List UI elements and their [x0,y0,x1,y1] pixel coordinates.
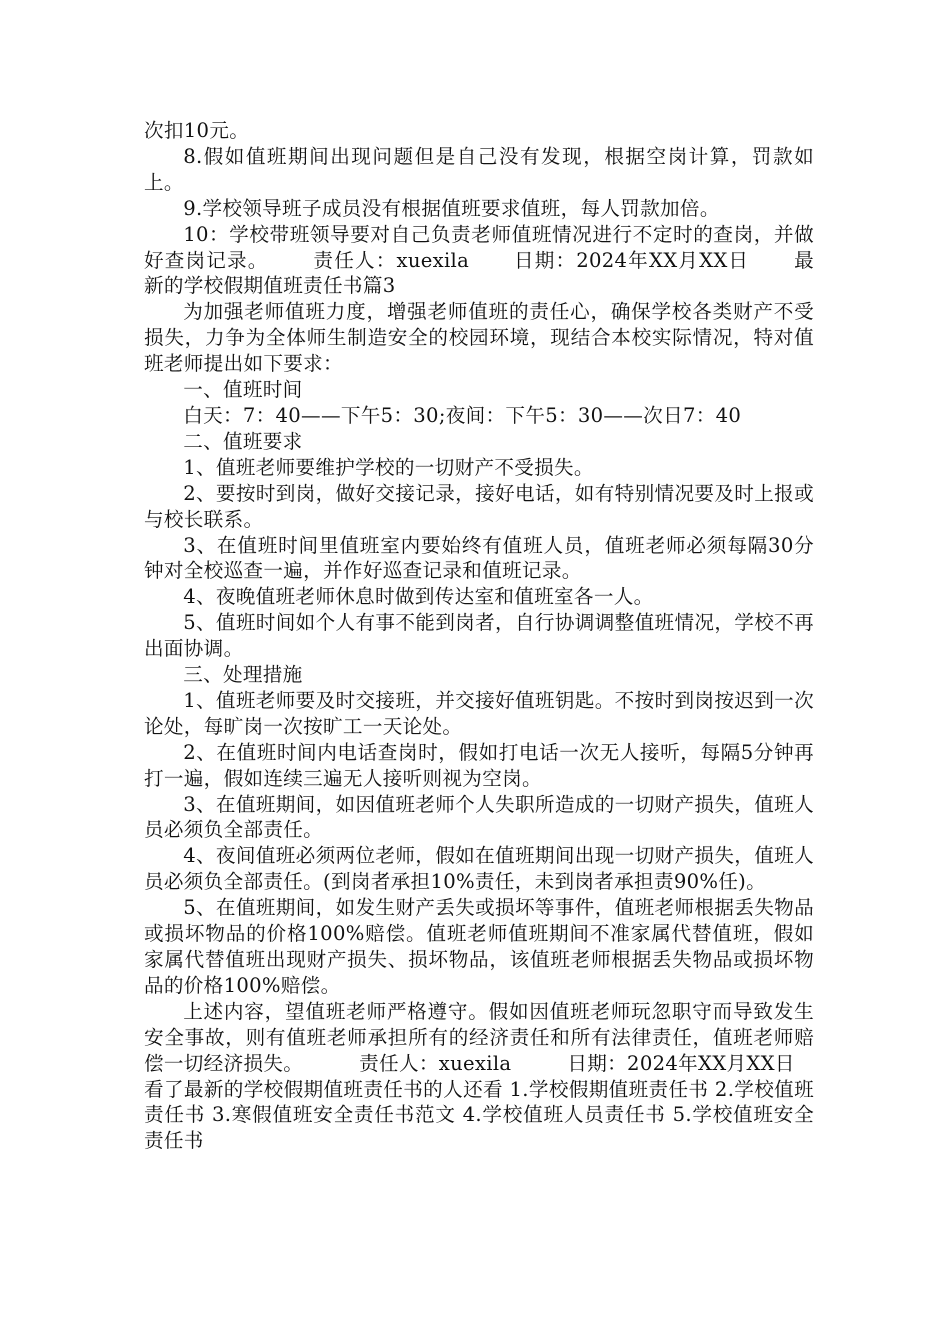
paragraph-rule-10 [144,222,814,300]
section-title: 最新的学校假期值班责任书篇3 [144,248,814,298]
requirement-item: 2、要按时到岗，做好交接记录，接好电话，如有特别情况要及时上报或与校长联系。 [144,481,814,531]
measure-item: 4、夜间值班必须两位老师，假如在值班期间出现一切财产损失，值班人员必须负全部责任。(到岗者承担10%责任，未到岗者承担责90%任)。 [144,844,814,894]
rule-10-text: 10：学校带班领导要对自己负责老师值班情况进行不定时的查岗，并做好查岗记录。 [144,222,814,272]
measure-item: 5、在值班期间，如发生财产丢失或损坏等事件，值班老师根据丢失物品或损坏物品的价格100%赔偿。值班老师值班期间不准家属代替值班，假如家属代替值班出现财产损失、损坏物品，该值班老师根据丢失物品或损坏物品的价格100%赔偿。 [144,896,814,997]
sign-date: 日期：2024年XX月XX日 [567,1051,795,1075]
related-links: 看了最新的学校假期值班责任书的人还看 1.学校假期值班责任书 2.学校值班责任书 3.寒假值班安全责任书范文 4.学校值班人员责任书 5.学校值班安全责任书 [144,1077,814,1153]
paragraph-duty-hours: 白天：7：40——下午5：30;夜间：下午5：30——次日7：40 [183,403,742,427]
heading-duty-requirements: 二、值班要求 [183,429,303,453]
paragraph-closing [144,999,814,1077]
requirement-item: 4、夜晚值班老师休息时做到传达室和值班室各一人。 [183,585,654,609]
signer: 责任人：xuexila [312,248,470,272]
paragraph-intro: 为加强老师值班力度，增强老师值班的责任心，确保学校各类财产不受损失，力争为全体师生制造安全的校园环境，现结合本校实际情况，特对值班老师提出如下要求： [144,300,814,376]
measure-item: 3、在值班期间，如因值班老师个人失职所造成的一切财产损失，值班人员必须负全部责任。 [144,792,814,842]
paragraph-penalty-tail: 次扣10元。 [144,119,250,142]
heading-duty-time: 一、值班时间 [183,378,303,402]
paragraph-rule-8: 8.假如值班期间出现问题但是自己没有发现，根据空岗计算，罚款如上。 [144,144,814,194]
requirement-item: 3、在值班时间里值班室内要始终有值班人员，值班老师必须每隔30分钟对全校巡查一遍，并作好巡查记录和值班记录。 [144,533,814,583]
measure-item: 2、在值班时间内电话查岗时，假如打电话一次无人接听，每隔5分钟再打一遍，假如连续三遍无人接听则视为空岗。 [144,740,814,790]
heading-measures: 三、处理措施 [183,663,303,687]
requirement-item: 1、值班老师要维护学校的一切财产不受损失。 [183,455,594,479]
requirement-item: 5、值班时间如个人有事不能到岗者，自行协调调整值班情况，学校不再出面协调。 [144,611,814,661]
paragraph-rule-9: 9.学校领导班子成员没有根据值班要求值班，每人罚款加倍。 [183,196,720,220]
measure-item: 1、值班老师要及时交接班，并交接好值班钥匙。不按时到岗按迟到一次论处，每旷岗一次按旷工一天论处。 [144,688,814,738]
sign-date: 日期：2024年XX月XX日 [513,248,750,272]
closing-text: 上述内容，望值班老师严格遵守。假如因值班老师玩忽职守而导致发生安全事故，则有值班老师承担所有的经济责任和所有法律责任，值班老师赔偿一切经济损失。 [144,999,814,1075]
document-body [144,118,814,1154]
signer: 责任人：xuexila [359,1051,512,1075]
